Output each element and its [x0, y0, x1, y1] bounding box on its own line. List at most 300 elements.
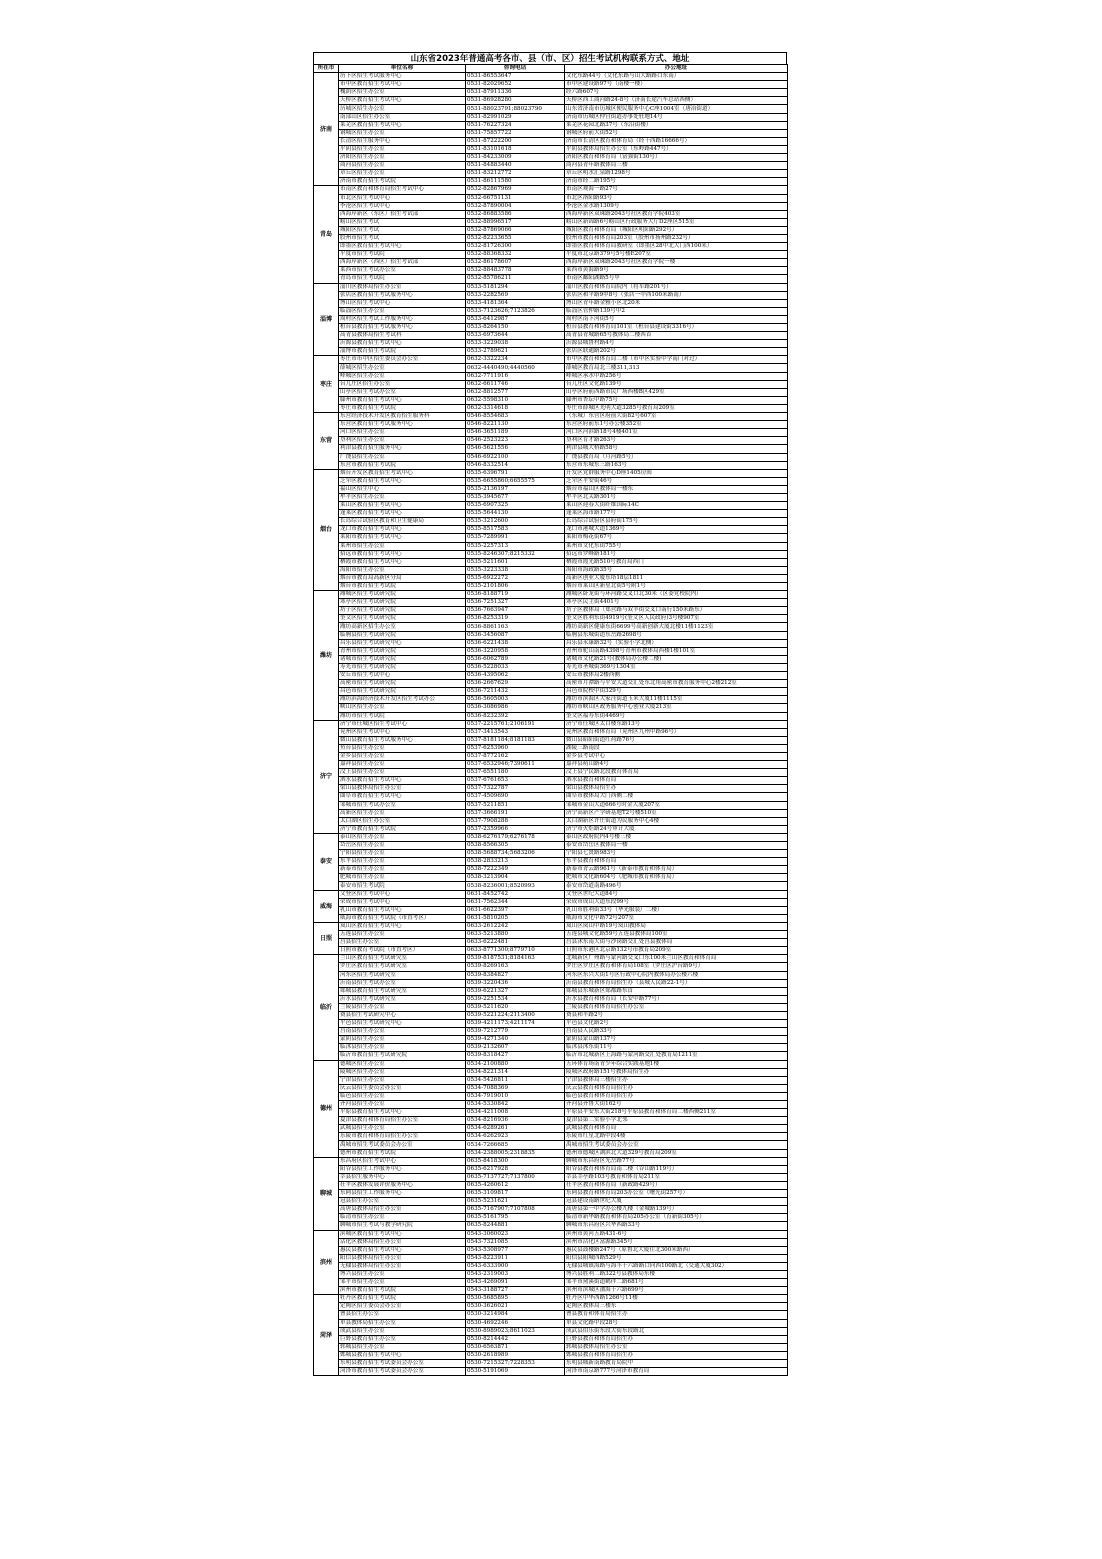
address-cell: 聊城市东昌府区光岳路77号	[565, 1157, 788, 1165]
phone-cell: 0543-3060023	[466, 1230, 565, 1238]
address-cell: 奎文区胜利东街4919号(奎文区人民政府)3号楼907室	[565, 615, 788, 623]
unit-name-cell: 泰安市招生考试院	[339, 882, 466, 890]
address-cell: 北城新区广州路与蒙河路交叉口东100米兰山区教育和体育局	[565, 955, 788, 963]
table-row	[314, 672, 788, 680]
phone-cell: 0538-2833213	[466, 858, 565, 866]
table-row	[314, 850, 788, 858]
address-cell: 宁阳县七贤路983号	[565, 850, 788, 858]
table-row	[314, 226, 788, 234]
unit-name-cell: 奎文区招生考试研究院	[339, 615, 466, 623]
table-row	[314, 267, 788, 275]
address-cell: 济阳区教育和体育局（富强街130号）	[565, 154, 788, 162]
table-row	[314, 299, 788, 307]
phone-cell: 0537-8772162	[466, 752, 565, 760]
table-row	[314, 680, 788, 688]
table-row	[314, 218, 788, 226]
table-row	[314, 332, 788, 340]
unit-name-cell: 曲阜市教育招生考试中心	[339, 793, 466, 801]
unit-name-cell: 乳山市教育招生考试中心	[339, 906, 466, 914]
unit-name-cell: 烟台市教育招生考试院	[339, 583, 466, 591]
table-row	[314, 663, 788, 671]
address-cell: 微山县昭阳街道红荷路76号	[565, 736, 788, 744]
unit-name-cell: 牟平区招生办公室	[339, 493, 466, 501]
city-cell: 威海	[314, 890, 339, 922]
table-row	[314, 243, 788, 251]
phone-cell: 0631-7562344	[466, 898, 565, 906]
unit-name-cell: 新泰市招生办公室	[339, 866, 466, 874]
header-unit-name: 单位名称	[339, 65, 466, 73]
unit-name-cell: 沂南县招生考试办公室	[339, 979, 466, 987]
phone-cell: 0535-3945677	[466, 493, 565, 501]
address-cell: 滨州市滨城区渤海十六路699号	[565, 1287, 788, 1295]
phone-cell: 0632-5598310	[466, 396, 565, 404]
city-cell: 青岛	[314, 186, 339, 283]
phone-cell: 0534-5330842	[466, 1101, 565, 1109]
phone-cell: 0536-4395062	[466, 672, 565, 680]
table-row	[314, 1044, 788, 1052]
address-cell: 岚山区岚山中路19号岚山教体局	[565, 922, 788, 930]
unit-name-cell: 城阳区招生考试	[339, 226, 466, 234]
phone-cell: 0633-8771300;8779710	[466, 947, 565, 955]
address-cell: 单县文化路中段28号	[565, 1319, 788, 1327]
unit-name-cell: 市北区招生考试中心	[339, 194, 466, 202]
unit-name-cell: 南部山区招生办公室	[339, 113, 466, 121]
table-row	[314, 785, 788, 793]
address-cell: 郯城县东城新区郯都路东首	[565, 987, 788, 995]
unit-name-cell: 梁山县教体局招生办公室	[339, 785, 466, 793]
header-address: 办公地址	[565, 65, 788, 73]
city-cell: 菏泽	[314, 1295, 339, 1376]
unit-name-cell: 东明县教育招生考试委员会办公室	[339, 1360, 466, 1368]
address-cell: 牡丹区中华西路1266号11楼	[565, 1295, 788, 1303]
table-row	[314, 591, 788, 599]
unit-name-cell: 青岛市招生考试院	[339, 275, 466, 283]
address-cell: 青州市驼山南路4398号青州市教体局西楼1楼101室	[565, 647, 788, 655]
phone-cell: 0546-8221130	[466, 421, 565, 429]
unit-name-cell: 泰山区招生办公室	[339, 833, 466, 841]
phone-cell: 0532-86178607	[466, 259, 565, 267]
table-row	[314, 825, 788, 833]
table-row	[314, 842, 788, 850]
address-cell: 莒南县人民路33号	[565, 1028, 788, 1036]
unit-name-cell: 微山县教育招生考试服务中心	[339, 736, 466, 744]
phone-cell: 0530-5685895	[466, 1295, 565, 1303]
phone-cell: 0534-8221314	[466, 1068, 565, 1076]
unit-name-cell: 烟台市教育局高新区分局	[339, 574, 466, 582]
phone-cell: 0632-6611746	[466, 380, 565, 388]
phone-cell: 0635-5231621	[466, 1198, 565, 1206]
unit-name-cell: 临淄区招生办公室	[339, 307, 466, 315]
phone-cell: 0635-8418300	[466, 1157, 565, 1165]
address-cell: 济南市历城区仲宫街道办事处驻地14号	[565, 113, 788, 121]
address-cell: 烟台市福山区教体局一楼东	[565, 485, 788, 493]
table-row	[314, 558, 788, 566]
address-cell: 长岛综合试验区县府街175号	[565, 518, 788, 526]
address-cell: 海阳市海政路35号	[565, 566, 788, 574]
phone-cell: 0530-5191069	[466, 1368, 565, 1376]
table-row	[314, 380, 788, 388]
phone-cell: 0536-3220958	[466, 647, 565, 655]
phone-cell: 0536-8253319	[466, 615, 565, 623]
address-cell: 嘉祥县萌山路4号	[565, 761, 788, 769]
phone-cell: 0531-82991029	[466, 113, 565, 121]
address-cell: 张店区和平路9甲8号（张店一中西100米路南）	[565, 291, 788, 299]
unit-name-cell: 周村区招生考试工作服务中心	[339, 315, 466, 323]
unit-name-cell: 历下区招生考试服务中心	[339, 73, 466, 81]
phone-cell: 0546-5621556	[466, 445, 565, 453]
address-cell: 昌乐县永康路32号（实验小学北侧）	[565, 639, 788, 647]
unit-name-cell: 曹县招生办公室	[339, 1311, 466, 1319]
phone-cell: 0534-6262923	[466, 1133, 565, 1141]
address-cell: 费县和平路2号	[565, 1011, 788, 1019]
phone-cell: 0532-88483778	[466, 267, 565, 275]
unit-name-cell: 安丘市招生考试中心	[339, 672, 466, 680]
unit-name-cell: 东营区教育招生考试服务中心	[339, 421, 466, 429]
address-cell: 东明县城新南路教育局院中	[565, 1360, 788, 1368]
phone-cell: 0538-8236001;8520993	[466, 882, 565, 890]
table-row	[314, 712, 788, 720]
table-row	[314, 429, 788, 437]
unit-name-cell: 济宁市任城区招生考试中心	[339, 720, 466, 728]
address-cell: 乳山市胜利街33号（华光服装厂二楼）	[565, 906, 788, 914]
city-cell: 日照	[314, 922, 339, 954]
unit-name-cell: 平阴县招生办公室	[339, 145, 466, 153]
phone-cell: 0538-3213904	[466, 874, 565, 882]
phone-cell: 0538-6276179;6276178	[466, 833, 565, 841]
table-row	[314, 469, 788, 477]
address-cell: 城阳区教育和体育局（城阳区明阳路292号）	[565, 226, 788, 234]
unit-name-cell: 日照市教育考试院（市直考区）	[339, 947, 466, 955]
phone-cell: 0632-7711916	[466, 372, 565, 380]
table-row	[314, 995, 788, 1003]
table-row	[314, 202, 788, 210]
table-row	[314, 809, 788, 817]
phone-cell: 0532-66751131	[466, 194, 565, 202]
address-cell: 平邑县文化路2号	[565, 1020, 788, 1028]
unit-name-cell: 东昌府区招生考试中心	[339, 1157, 466, 1165]
address-cell: 巨野县教育和体育局招生办	[565, 1335, 788, 1343]
table-row	[314, 81, 788, 89]
unit-name-cell: 滨城区教育招生考试中心	[339, 1230, 466, 1238]
unit-name-cell: 巨野县教育招生办公室	[339, 1335, 466, 1343]
phone-cell: 0537-6761653	[466, 777, 565, 785]
phone-cell: 0535-8517583	[466, 526, 565, 534]
table-row	[314, 1319, 788, 1327]
unit-name-cell: 寿光市招生考试研究院	[339, 663, 466, 671]
phone-cell: 0534-2100880	[466, 1060, 565, 1068]
table-row	[314, 1133, 788, 1141]
unit-name-cell: 平邑县招生考试研究中心	[339, 1020, 466, 1028]
address-cell: 湖陵三路南段	[565, 744, 788, 752]
address-cell: 市中区教育和体育局二楼（市中区实验中学南门对过）	[565, 356, 788, 364]
city-cell: 烟台	[314, 469, 339, 590]
unit-name-cell: 牡丹区教育招生考试院	[339, 1295, 466, 1303]
address-cell: 山东省济南市历城区便民服务中心C座1004室（唐冶街道）	[565, 105, 788, 113]
address-cell: 泗水县教育和体育局	[565, 777, 788, 785]
table-row	[314, 574, 788, 582]
unit-name-cell: 昌乐县招生考试研究中心	[339, 639, 466, 647]
unit-name-cell: 聊城市招生考试与教学研究院	[339, 1222, 466, 1230]
table-row	[314, 858, 788, 866]
unit-name-cell: 威海市教育招生考试院（市直考区）	[339, 914, 466, 922]
unit-name-cell: 兰陵县招生办公室	[339, 1003, 466, 1011]
address-cell: 蒙阴县蒙山路137号	[565, 1036, 788, 1044]
unit-name-cell: 西海岸新区（西区）招生考试部	[339, 259, 466, 267]
phone-cell: 0632-3314618	[466, 404, 565, 412]
phone-cell: 0532-82233655	[466, 234, 565, 242]
table-row	[314, 647, 788, 655]
address-cell: 济宁高新区产学研基地T2号楼510室	[565, 809, 788, 817]
address-cell: 德州市德城区湖滨北大道329号教育局209室	[565, 1149, 788, 1157]
address-cell: 济宁市任城区太白楼东路13号	[565, 720, 788, 728]
unit-name-cell: 茌平区教体发展评价服务中心	[339, 1181, 466, 1189]
address-cell: 临淄区管仲路139号甲2	[565, 307, 788, 315]
table-row	[314, 979, 788, 987]
table-row	[314, 688, 788, 696]
phone-cell: 0536-8232392	[466, 712, 565, 720]
address-cell: 金乡县考试中心	[565, 752, 788, 760]
unit-name-cell: 台儿庄区招生办公室	[339, 380, 466, 388]
phone-cell: 0543-6333900	[466, 1262, 565, 1270]
unit-name-cell: 兰山区教育招生考试研究室	[339, 955, 466, 963]
phone-cell: 0537-3413543	[466, 728, 565, 736]
phone-cell: 0535-2257313	[466, 542, 565, 550]
unit-name-cell: 河口区招生办公室	[339, 429, 466, 437]
address-cell: 市南区观海一路27号	[565, 186, 788, 194]
unit-name-cell: 西海岸新区（东区）招生考试部	[339, 210, 466, 218]
table-row	[314, 777, 788, 785]
table-row	[314, 1238, 788, 1246]
address-cell: 临沂市北城新区上海路与蒙河路交汇处教育局1211室	[565, 1052, 788, 1060]
unit-name-cell: 章丘区招生办公室	[339, 170, 466, 178]
unit-name-cell: 齐河县招生办公室	[339, 1101, 466, 1109]
address-cell: 芝罘区平安街46号	[565, 477, 788, 485]
table-row	[314, 1084, 788, 1092]
table-row	[314, 550, 788, 558]
unit-name-cell: 诸城市招生考试研究院	[339, 655, 466, 663]
table-row	[314, 939, 788, 947]
table-row	[314, 623, 788, 631]
address-cell: 潍坊市滨海区大家洼街道玉米大厦11楼1115室	[565, 696, 788, 704]
phone-cell: 0535-6922272	[466, 574, 565, 582]
table-row	[314, 1254, 788, 1262]
phone-cell: 0635-8244881	[466, 1222, 565, 1230]
header-row	[314, 65, 788, 73]
unit-name-cell: 利津县教育招生服务中心	[339, 445, 466, 453]
phone-cell: 0530-7215327;7228353	[466, 1360, 565, 1368]
address-cell: 齐河县齐鲁大街162号	[565, 1101, 788, 1109]
phone-cell: 0546-3651189	[466, 429, 565, 437]
phone-cell: 0546-2523223	[466, 437, 565, 445]
header-phone: 咨询电话	[466, 65, 565, 73]
phone-cell: 0531-84883440	[466, 162, 565, 170]
city-cell: 济宁	[314, 720, 339, 833]
address-cell: 陵城区政府路151号教体局招生办	[565, 1068, 788, 1076]
table-row	[314, 1157, 788, 1165]
phone-cell: 0538-8566305	[466, 842, 565, 850]
phone-cell: 0635-7167907;7107808	[466, 1206, 565, 1214]
city-cell: 济南	[314, 73, 339, 186]
address-cell: 无棣县城镇海路与海丰十六路路口向西100路北（交通大厦302）	[565, 1262, 788, 1270]
table-row	[314, 599, 788, 607]
phone-cell: 0539-6221327	[466, 987, 565, 995]
address-cell: 临朐县东城街道东岳路2698号	[565, 631, 788, 639]
unit-name-cell: 单县教体局招生办公室	[339, 1319, 466, 1327]
phone-cell: 0539-7212779	[466, 1028, 565, 1036]
phone-cell: 0535-5211601	[466, 558, 565, 566]
table-row	[314, 720, 788, 728]
table-row	[314, 866, 788, 874]
phone-cell: 0530-2618989	[466, 1351, 565, 1359]
table-row	[314, 324, 788, 332]
address-cell: 阳信县阳城四路529号	[565, 1254, 788, 1262]
table-row	[314, 251, 788, 259]
address-cell: 博山区青年路金雅小区北20米	[565, 299, 788, 307]
table-row	[314, 178, 788, 186]
unit-name-cell: 陵城区招生办公室	[339, 1068, 466, 1076]
table-row	[314, 542, 788, 550]
contact-table-sheet	[313, 52, 787, 1376]
table-row	[314, 105, 788, 113]
unit-name-cell: 济阳区招生办公室	[339, 154, 466, 162]
table-row	[314, 1141, 788, 1149]
unit-name-cell: 庆云县招生委员会办公室	[339, 1084, 466, 1092]
table-row	[314, 1076, 788, 1084]
table-row	[314, 769, 788, 777]
unit-name-cell: 枣庄市市中区招生委员会办公室	[339, 356, 466, 364]
unit-name-cell: 阳谷县招生工作服务中心	[339, 1165, 466, 1173]
phone-cell: 0633-6222481	[466, 939, 565, 947]
table-row	[314, 744, 788, 752]
unit-name-cell: 龙口市教育招生考试中心	[339, 526, 466, 534]
table-row	[314, 1052, 788, 1060]
unit-name-cell: 东营经济技术开发区教育招生服务科	[339, 413, 466, 421]
table-row	[314, 445, 788, 453]
address-cell: 经六路607号	[565, 89, 788, 97]
phone-cell: 0631-5810205	[466, 914, 565, 922]
table-row	[314, 275, 788, 283]
address-cell: 薛城区教育局北三楼311,313	[565, 364, 788, 372]
table-row	[314, 1270, 788, 1278]
city-cell: 东营	[314, 413, 339, 470]
phone-cell: 0533-4181364	[466, 299, 565, 307]
address-cell: 滨州市沾化区富源路345号	[565, 1238, 788, 1246]
phone-cell: 0534-6289261	[466, 1125, 565, 1133]
address-cell: 平度市北京路379号5号楼E207室	[565, 251, 788, 259]
address-cell: 莒县沭东南大街与沙岗路交汇处莒县教体局	[565, 939, 788, 947]
table-row	[314, 987, 788, 995]
table-row	[314, 1351, 788, 1359]
address-cell: 乐陵市红星北路中段4楼	[565, 1133, 788, 1141]
city-cell: 德州	[314, 1060, 339, 1157]
unit-name-cell: 莱芜区教育招生考试中心	[339, 121, 466, 129]
phone-cell: 0536-5605003	[466, 696, 565, 704]
phone-cell: 0531-86928280	[466, 97, 565, 105]
address-cell: 东阿县教育和体育局203办公室（曙光街257号）	[565, 1190, 788, 1198]
address-cell: 兰陵县教育和体育局招生办公室	[565, 1003, 788, 1011]
table-row	[314, 1109, 788, 1117]
table-row	[314, 121, 788, 129]
phone-cell: 0532-88368332	[466, 251, 565, 259]
table-row	[314, 186, 788, 194]
table-row	[314, 914, 788, 922]
table-row	[314, 97, 788, 105]
table-row	[314, 388, 788, 396]
phone-cell: 0537-3666191	[466, 809, 565, 817]
unit-name-cell: 兖州区招生考试中心	[339, 728, 466, 736]
phone-cell: 0539-4211173;4211174	[466, 1020, 565, 1028]
unit-name-cell: 海阳市招生办公室	[339, 566, 466, 574]
unit-name-cell: 钢城区招生办公室	[339, 129, 466, 137]
table-row	[314, 1125, 788, 1133]
address-cell: 聊城市东昌府区兴华西路33号	[565, 1222, 788, 1230]
phone-cell: 0536-3086986	[466, 704, 565, 712]
address-cell: 阳谷县教育和体育局南二楼（谷山路119号）	[565, 1165, 788, 1173]
phone-cell: 0530-4692246	[466, 1319, 565, 1327]
phone-cell: 0533-2789621	[466, 348, 565, 356]
unit-name-cell: 招远市教育招生考试中心	[339, 550, 466, 558]
unit-name-cell: 夏津县教育和体育局招生办公室	[339, 1117, 466, 1125]
phone-cell: 0537-7322787	[466, 785, 565, 793]
table-row	[314, 1036, 788, 1044]
address-cell: 高新区创业大厦东塔18层1811	[565, 574, 788, 582]
phone-cell: 0531-87222200	[466, 137, 565, 145]
table-row	[314, 493, 788, 501]
table-row	[314, 882, 788, 890]
phone-cell: 0534-7088369	[466, 1084, 565, 1092]
table-row	[314, 1117, 788, 1125]
unit-name-cell: 淄川区教体局招生办公室	[339, 283, 466, 291]
address-cell: 即墨区教育和体育局教研室（即墨区28中北大门西100米）	[565, 243, 788, 251]
phone-cell: 0537-7908288	[466, 817, 565, 825]
phone-cell: 0543-4269091	[466, 1279, 565, 1287]
table-row	[314, 1198, 788, 1206]
phone-cell: 0537-6253960	[466, 744, 565, 752]
unit-name-cell: 潍城区招生考试研究院	[339, 591, 466, 599]
unit-name-cell: 青州市招生考试研究院	[339, 647, 466, 655]
unit-name-cell: 莱阳市教育招生考试中心	[339, 534, 466, 542]
phone-cell: 0537-8181184;8181183	[466, 736, 565, 744]
table-row	[314, 1246, 788, 1254]
unit-name-cell: 张店区教育招生考试服务中心	[339, 291, 466, 299]
phone-cell: 0631-8452742	[466, 890, 565, 898]
unit-name-cell: 桓台县教育招生考试服务中心	[339, 324, 466, 332]
unit-name-cell: 邹城市招生考试办公室	[339, 801, 466, 809]
address-cell: 市北区洛阳路93号	[565, 194, 788, 202]
unit-name-cell: 博兴县招生办公室	[339, 1270, 466, 1278]
unit-name-cell: 郯城县教育招生考试研究室	[339, 987, 466, 995]
table-row	[314, 364, 788, 372]
table-row	[314, 1206, 788, 1214]
table-row	[314, 1190, 788, 1198]
phone-cell: 0532-82867969	[466, 186, 565, 194]
table-row	[314, 307, 788, 315]
phone-cell: 0532-87890004	[466, 202, 565, 210]
phone-cell: 0535-6396791	[466, 469, 565, 477]
address-cell: 惠民县鼓楼路247号（原鲁北大厦往北300米路西）	[565, 1246, 788, 1254]
address-cell: 五莲县城文化路59号五莲县教体局100室	[565, 931, 788, 939]
table-row	[314, 1343, 788, 1351]
address-cell: 泰安市岱道南路496号	[565, 882, 788, 890]
table-row	[314, 1222, 788, 1230]
phone-cell: 0532-86883586	[466, 210, 565, 218]
phone-cell: 0539-2251534	[466, 995, 565, 1003]
address-cell: 垦利区育才路263号	[565, 437, 788, 445]
table-row	[314, 421, 788, 429]
address-cell: 冠县建设南路世纪大厦	[565, 1198, 788, 1206]
address-cell: 西海岸新区双珠路2043号社区教育学院一楼	[565, 259, 788, 267]
phone-cell: 0533-7123626;7123826	[466, 307, 565, 315]
